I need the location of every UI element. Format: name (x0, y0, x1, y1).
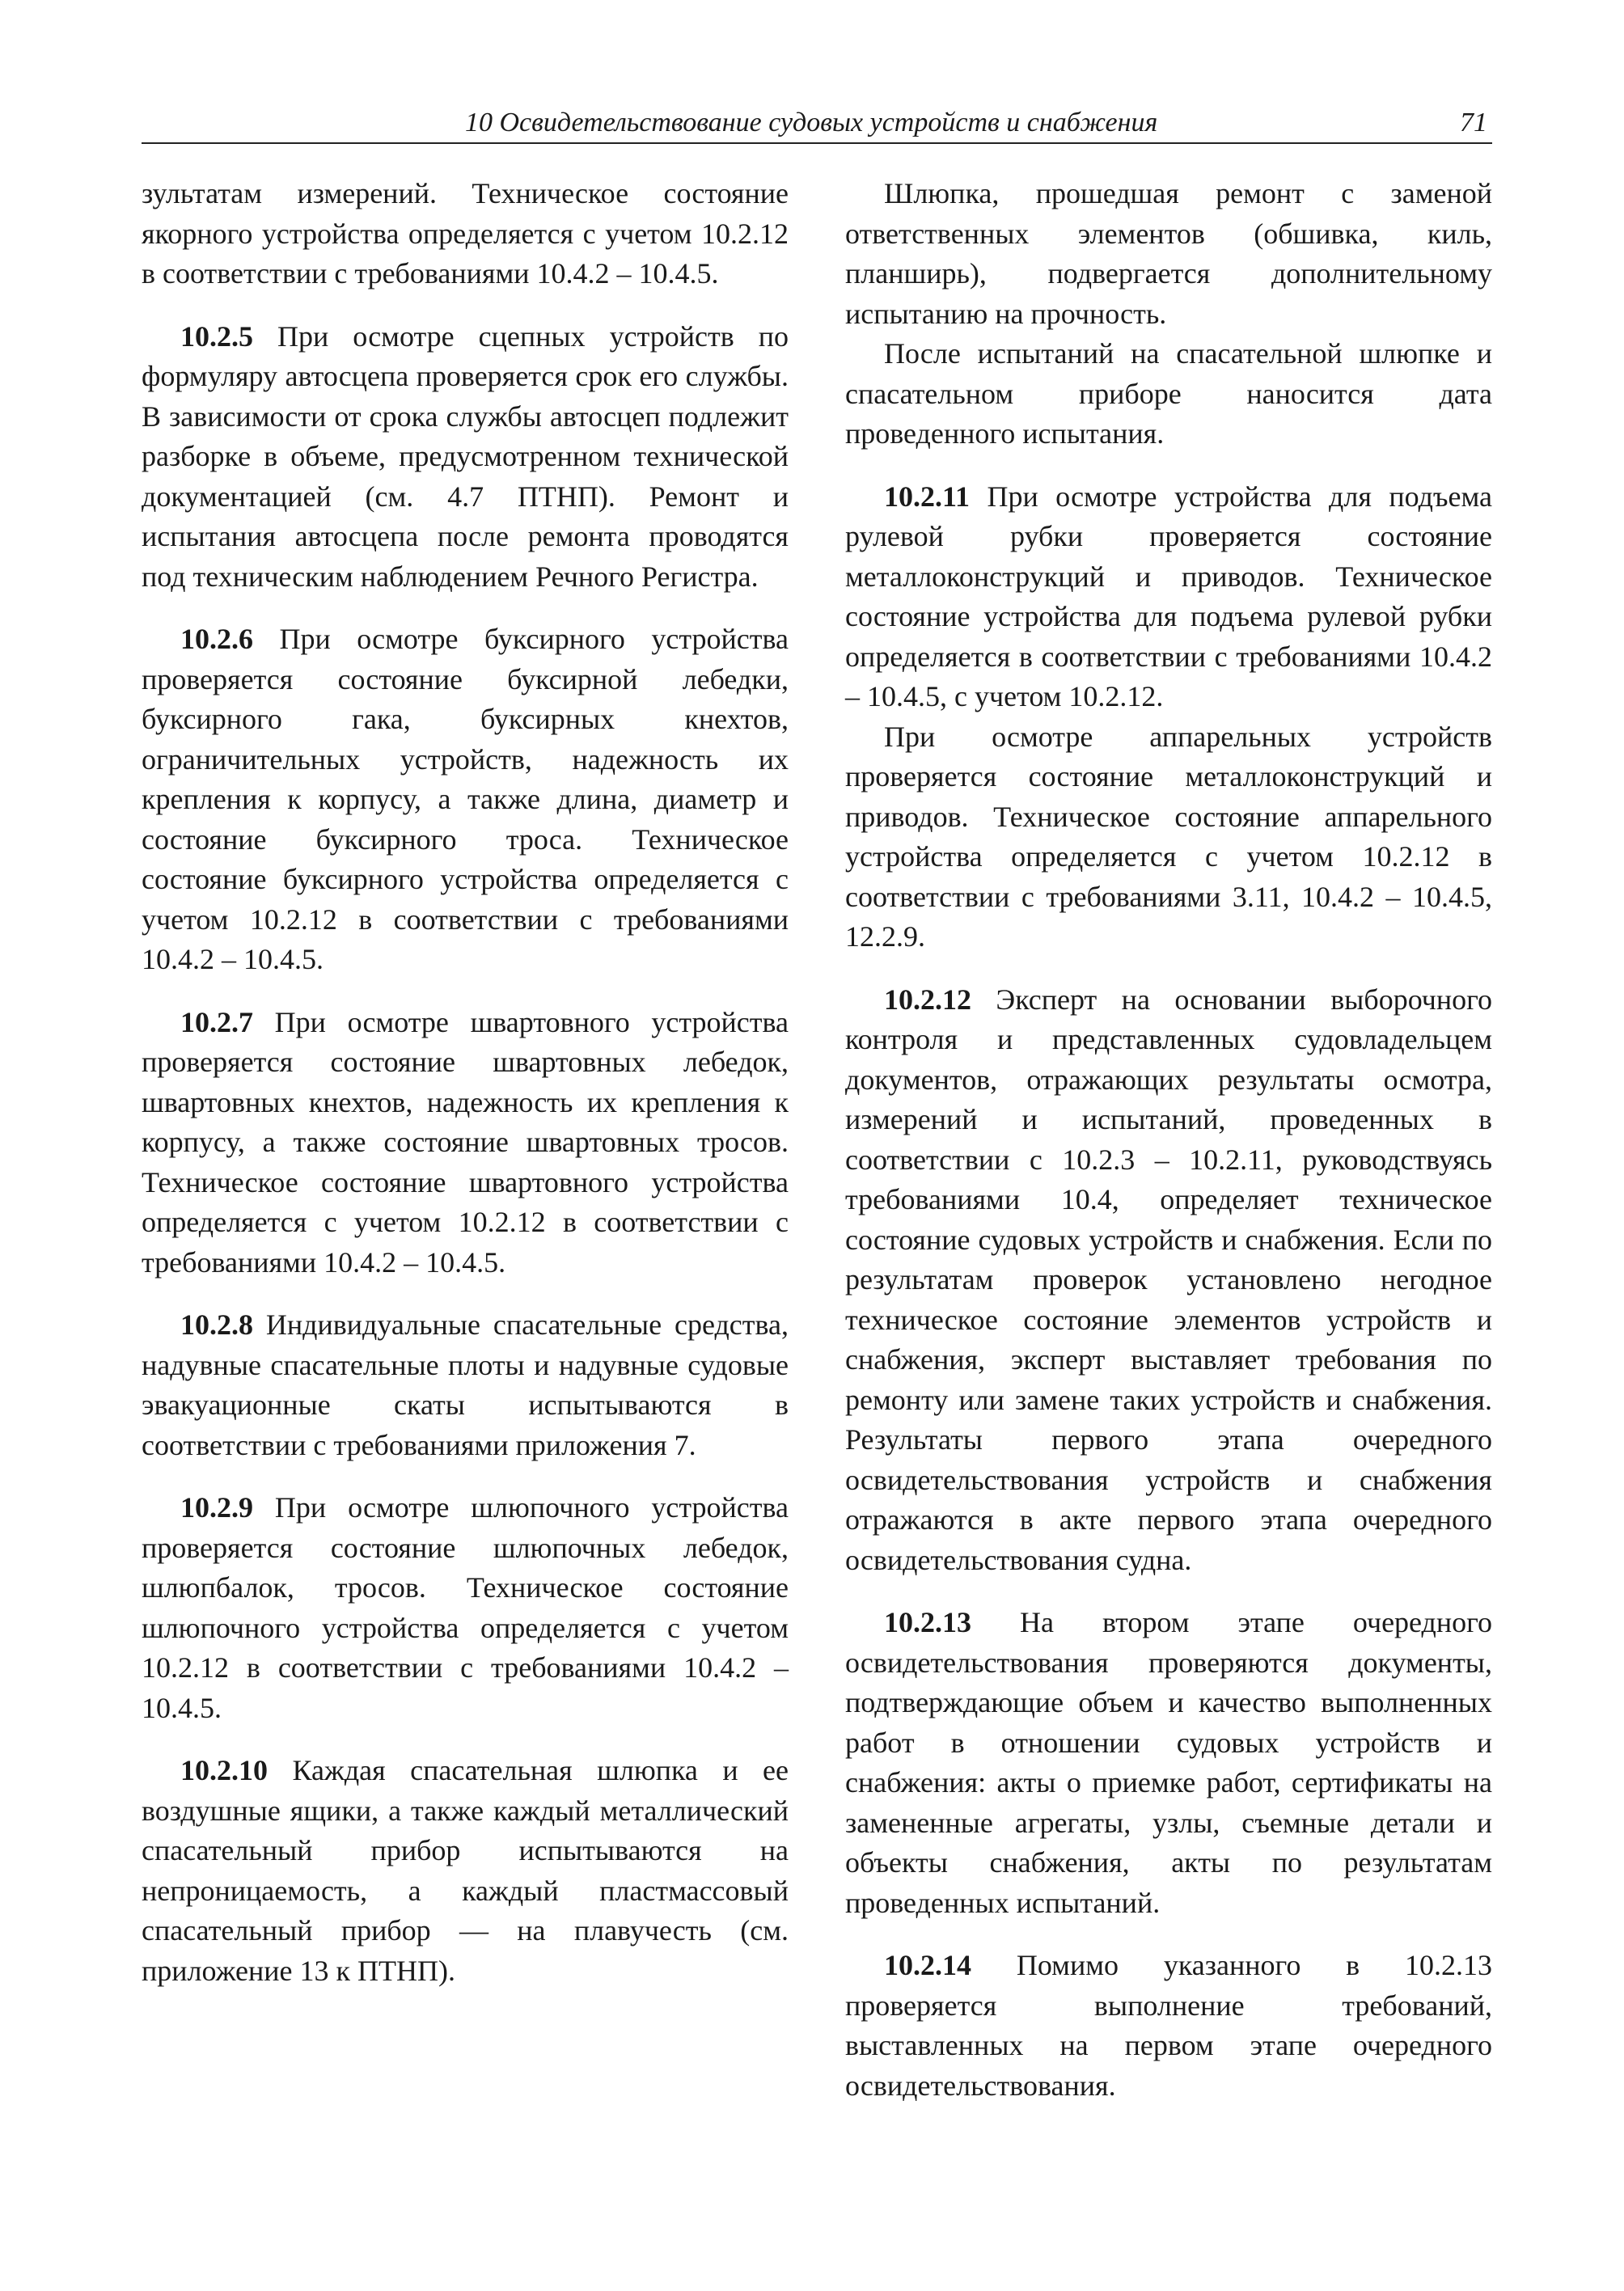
paragraph-test-date (845, 334, 1492, 454)
paragraph-text: При осмотре буксирного устройства проверяется состояние буксирной лебедки, буксирного гака, буксирных кнехтов, ограничительных устройств, надежность их крепления к корпусу, а также длина, диаметр и состояние буксирного троса. Техническое состояние буксирного устройства определяется с учетом 10.2.12 в соответствии с требованиями 10.4.2 – 10.4.5. (142, 623, 789, 975)
paragraph-text: Индивидуальные спасательные средства, надувные спасательные плоты и надувные судовые эвакуационные скаты испытываются в соответствии с требованиями приложения 7. (142, 1308, 789, 1461)
paragraph-continuation (142, 174, 789, 294)
paragraph-text: При осмотре шлюпочного устройства проверяется состояние шлюпочных лебедок, шлюпбалок, тросов. Техническое состояние шлюпочного устройства определяется с учетом 10.2.12 в соответствии с требованиями 10.4.2 – 10.4.5. (142, 1491, 789, 1724)
section-10-2-9 (142, 1488, 789, 1728)
section-10-2-7 (142, 1003, 789, 1283)
section-10-2-6 (142, 619, 789, 980)
paragraph-text: Шлюпка, прошедшая ремонт с заменой ответственных элементов (обшивка, киль, планширь), подвергается дополнительному испытанию на прочность. (845, 177, 1492, 330)
section-10-2-13 (845, 1603, 1492, 1923)
paragraph-text: Помимо указанного в 10.2.13 проверяется выполнение требований, выставленных на первом этапе очередного освидетельствования. (845, 1949, 1493, 2102)
paragraph-text: При осмотре аппарельных устройств проверяется состояние металлоконструкций и приводов. Техническое состояние аппарельного устройства определяется с учетом 10.2.12 в соответствии с требованиями 3.11, 10.4.2 – 10.4.5, 12.2.9. (845, 720, 1492, 953)
left-column (142, 174, 789, 1991)
paragraph-text: Эксперт на основании выборочного контроля и представленных судовладельцем документов, отражающих результаты осмотра, измерений и испытаний, проведенных в соответствии с 10.2.3 – 10.2.11, руководствуясь требованиями 10.4, определяет техническое состояние судовых устройств и снабжения. Если по результатам проверок установлено негодное техническое состояние элементов устройств и снабжения, эксперт выставляет требования по ремонту или замене таких устройств и снабжения. Результаты первого этапа очередного освидетельствования устройств и снабжения отражаются в акте первого этапа очередного освидетельствования судна. (845, 983, 1492, 1576)
section-number: 10.2.7 (180, 1005, 253, 1038)
paragraph-ramp-devices (845, 717, 1492, 957)
section-number: 10.2.8 (180, 1308, 253, 1341)
paragraph-text: При осмотре сцепных устройств по формуляру автосцепа проверяется срок его службы. В зависимости от срока службы автосцеп подлежит разборке в объеме, предусмотренном технической документацией (см. 4.7 ПТНП). Ремонт и испытания автосцепа после ремонта проводятся под техническим наблюдением Речного Регистра. (142, 319, 789, 593)
section-10-2-5 (142, 317, 789, 598)
section-number: 10.2.13 (884, 1606, 971, 1638)
paragraph-text: При осмотре устройства для подъема рулевой рубки проверяется состояние металлоконструкций и приводов. Техническое состояние устройства для подъема рулевой рубки определяется в соответствии с требованиями 10.4.2 – 10.4.5, с учетом 10.2.12. (845, 480, 1492, 712)
section-number: 10.2.5 (180, 319, 253, 353)
section-10-2-10 (142, 1751, 789, 1991)
paragraph-text: На втором этапе очередного освидетельствования проверяются документы, подтверждающие объем и качество выполненных работ в отношении судовых устройств и снабжения: акты о приемке работ, сертификаты на замененные агрегаты, узлы, съемные детали и объекты снабжения, акты по результатам проведенных испытаний. (845, 1606, 1492, 1919)
section-number: 10.2.6 (180, 623, 253, 655)
section-10-2-11 (845, 477, 1492, 717)
paragraph-text: зультатам измерений. Техническое состояние якорного устройства определяется с учетом 10.2.12 в соответствии с требованиями 10.4.2 – 10.4.5. (142, 177, 789, 290)
paragraph-boat-repair (845, 174, 1492, 334)
section-10-2-8 (142, 1305, 789, 1465)
section-number: 10.2.9 (180, 1491, 253, 1524)
paragraph-text: После испытаний на спасательной шлюпке и спасательном приборе наносится дата проведенного испытания. (845, 337, 1492, 450)
paragraph-text: При осмотре швартовного устройства проверяется состояние швартовных лебедок, швартовных кнехтов, надежность их крепления к корпусу, а также состояние швартовных тросов. Техническое состояние швартовного устройства определяется с учетом 10.2.12 в соответствии с требованиями 10.4.2 – 10.4.5. (142, 1005, 789, 1279)
section-number: 10.2.12 (884, 983, 971, 1016)
running-header (142, 104, 1492, 144)
page-number: 71 (1460, 108, 1487, 137)
section-10-2-14 (845, 1946, 1492, 2106)
section-number: 10.2.14 (884, 1949, 971, 1981)
section-number: 10.2.11 (884, 480, 971, 513)
section-10-2-12 (845, 980, 1492, 1581)
section-number: 10.2.10 (180, 1754, 268, 1786)
header-title: 10 Освидетельствование судовых устройств и снабжения (465, 108, 1158, 137)
paragraph-text: Каждая спасательная шлюпка и ее воздушные ящики, а также каждый металлический спасательный прибор испытываются на непроницаемость, а каждый пластмассовый спасательный прибор — на плавучесть (см. приложение 13 к ПТНП). (142, 1754, 789, 1987)
right-column (845, 174, 1492, 2106)
